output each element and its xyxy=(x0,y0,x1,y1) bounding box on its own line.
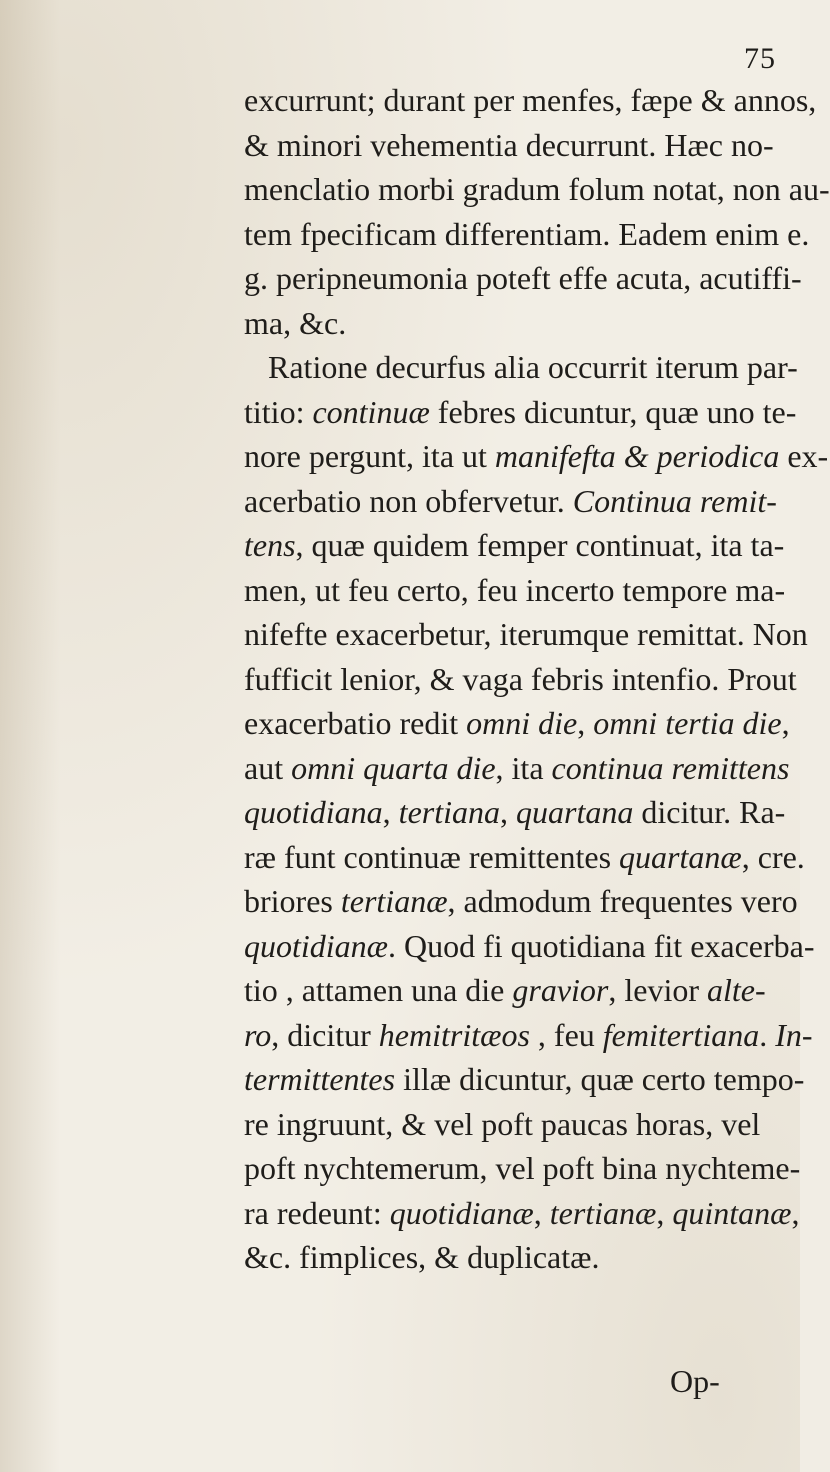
text-segment: menclatio morbi gradum folum notat, non au- xyxy=(244,171,830,207)
text-segment: re ingruunt, & vel poft paucas horas, vel xyxy=(244,1105,761,1142)
page-number: 75 xyxy=(744,42,776,75)
text-line xyxy=(244,1191,800,1236)
text-segment: , quæ quidem femper continuat, ita ta- xyxy=(295,527,785,563)
text-segment: men, ut feu certo, feu incerto tempore ma- xyxy=(244,571,786,608)
text-segment: acerbatio non obfervetur. xyxy=(244,482,573,519)
text-segment: ræ funt continuæ remittentes xyxy=(244,838,620,875)
text-segment: Ratione decurfus alia occurrit iterum par- xyxy=(268,349,798,385)
italic-term: gravior xyxy=(512,972,609,1008)
text-line xyxy=(244,657,797,702)
text-line xyxy=(244,1146,801,1191)
text-line xyxy=(244,1013,813,1058)
text-segment: tio , attamen una die xyxy=(244,972,513,1008)
italic-term: femitertiana xyxy=(602,1016,760,1053)
italic-term: tertiana xyxy=(398,794,500,830)
italic-term: alte- xyxy=(707,972,766,1008)
italic-term: termittentes xyxy=(244,1061,396,1097)
italic-term: quartana xyxy=(516,794,634,830)
text-line xyxy=(244,123,774,168)
text-line xyxy=(244,256,802,301)
text-segment: exacerbatio redit xyxy=(244,705,467,741)
text-line xyxy=(244,78,817,123)
text-line xyxy=(244,968,764,1013)
body-text xyxy=(244,78,830,1280)
text-segment: , cre. xyxy=(741,838,805,875)
text-segment: nifefte exacerbetur, iterumque remittat. Non xyxy=(244,616,808,652)
text-line xyxy=(244,167,830,212)
text-line xyxy=(244,879,798,924)
text-line xyxy=(244,434,829,479)
italic-term: tertianæ xyxy=(340,883,448,919)
text-line xyxy=(244,1102,764,1147)
italic-term: quotidianæ xyxy=(244,927,389,964)
text-segment: tem fpecificam differentiam. Eadem enim e. xyxy=(244,215,810,252)
text-line xyxy=(244,301,764,346)
text-segment: ra redeunt: xyxy=(244,1194,390,1231)
text-line xyxy=(244,479,777,524)
text-line xyxy=(244,924,815,969)
text-segment: dicitur. Ra- xyxy=(633,794,786,830)
text-segment: febres dicuntur, quæ uno te- xyxy=(429,393,797,430)
text-segment: illæ dicuntur, quæ certo tempo- xyxy=(395,1061,805,1097)
text-segment: titio: xyxy=(244,393,313,430)
text-line xyxy=(244,835,805,880)
text-segment: , feu xyxy=(529,1016,603,1053)
text-line xyxy=(244,1235,764,1280)
catchword: Op- xyxy=(670,1363,720,1399)
text-segment: , ita xyxy=(495,749,552,786)
italic-term: quintanæ xyxy=(672,1194,792,1231)
text-segment: poft nychtemerum, vel poft bina nychteme- xyxy=(244,1150,801,1186)
text-line xyxy=(244,568,786,613)
text-line xyxy=(244,701,790,746)
text-segment: , xyxy=(781,705,790,741)
text-segment: , xyxy=(382,794,399,830)
text-segment: , dicitur xyxy=(271,1016,379,1053)
italic-term: continuæ xyxy=(312,393,430,430)
text-segment: , xyxy=(533,1194,550,1231)
text-segment: fufficit lenior, & vaga febris intenfio. Prout xyxy=(244,660,797,697)
italic-term: manifefta & periodica xyxy=(494,438,780,474)
text-segment: ma, &c. xyxy=(244,304,347,341)
text-segment: . Quod fi quotidiana fit exacerba- xyxy=(388,927,815,964)
text-segment: , xyxy=(656,1194,673,1231)
text-line xyxy=(244,345,798,390)
text-line xyxy=(244,1057,805,1102)
italic-term: quotidiana xyxy=(244,794,383,830)
text-segment: , xyxy=(500,794,516,830)
text-segment: & minori vehementia decurrunt. Hæc no- xyxy=(244,126,774,163)
text-line xyxy=(244,390,797,435)
italic-term: omni die xyxy=(466,705,578,741)
text-line xyxy=(244,790,786,835)
italic-term: ro xyxy=(244,1016,272,1053)
italic-term: In- xyxy=(775,1016,813,1053)
text-segment: , admodum frequentes vero xyxy=(447,883,798,919)
italic-term: Continua remit- xyxy=(572,482,777,519)
italic-term: tens xyxy=(244,527,296,563)
text-line xyxy=(244,612,808,657)
text-segment: &c. fimplices, & duplicatæ. xyxy=(244,1239,600,1275)
text-segment: aut xyxy=(244,749,292,786)
italic-term: continua remittens xyxy=(551,749,790,786)
italic-term: hemitritæos xyxy=(378,1016,530,1053)
italic-term: omni tertia die xyxy=(593,705,782,741)
italic-term: quotidianæ xyxy=(389,1194,534,1231)
text-line xyxy=(244,523,785,568)
text-segment: briores xyxy=(244,883,341,919)
italic-term: omni quarta die xyxy=(291,749,496,786)
text-segment: , xyxy=(577,705,594,741)
text-segment: . xyxy=(759,1016,776,1053)
text-segment: g. peripneumonia poteft effe acuta, acutiffi- xyxy=(244,260,802,296)
text-segment: , xyxy=(791,1194,800,1231)
text-line xyxy=(244,746,790,791)
text-segment: , levior xyxy=(608,972,707,1008)
text-segment: excurrunt; durant per menfes, fæpe & annos, xyxy=(244,82,817,118)
text-line xyxy=(244,212,810,257)
text-segment: nore pergunt, ita ut xyxy=(244,438,495,474)
italic-term: quartanæ xyxy=(619,838,742,875)
italic-term: tertianæ xyxy=(549,1194,657,1231)
text-segment: ex- xyxy=(779,438,829,474)
